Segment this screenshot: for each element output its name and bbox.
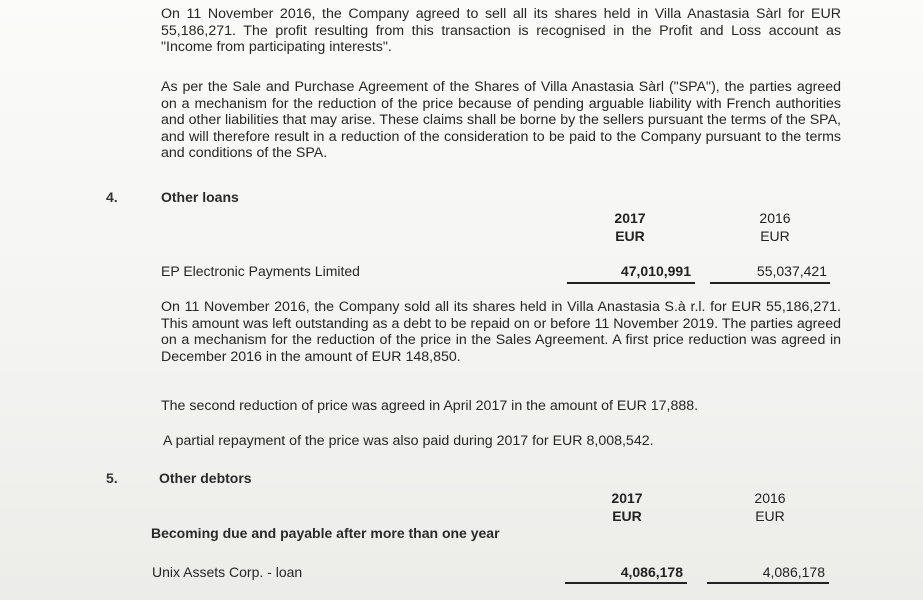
column-currency: EUR xyxy=(612,508,642,524)
section-number: 4. xyxy=(106,189,118,205)
text-line: A partial repayment of the price was also paid during 2017 for EUR 8,008,542. xyxy=(163,433,654,449)
paragraph-spa-mechanism xyxy=(161,79,841,162)
total-underline xyxy=(710,282,830,284)
paragraph-text: On 11 November 2016, the Company agreed to sell all its shares held in Villa Anastasia Sàrl for EUR 55,186,271. The profit resulting from this transaction is recognised in the Profit and Loss account as "Income from participating interests". xyxy=(161,6,841,56)
section-title: Other debtors xyxy=(159,470,252,486)
table-row-label: EP Electronic Payments Limited xyxy=(161,263,360,279)
table-row-label: Unix Assets Corp. - loan xyxy=(152,564,303,580)
column-header-2016 xyxy=(725,489,815,525)
column-year: 2017 xyxy=(614,210,646,226)
column-year: 2017 xyxy=(611,490,643,506)
paragraph-other-loans xyxy=(161,299,841,365)
column-currency: EUR xyxy=(615,228,645,244)
value-2016: 55,037,421 xyxy=(756,263,827,279)
subheading: Becoming due and payable after more than one year xyxy=(151,525,500,541)
total-underline xyxy=(707,582,829,584)
column-currency: EUR xyxy=(755,508,785,524)
paragraph-text: As per the Sale and Purchase Agreement of the Shares of Villa Anastasia Sàrl ("SPA"), the parties agreed on a mechanism for the reduction of the price because of pending arguable liability with French authorities and other liabilities that may arise. These claims shall be borne by the sellers pursuant the terms of the SPA, and will therefore result in a reduction of the consideration to be paid to the Company pursuant to the terms and conditions of the SPA. xyxy=(161,79,841,162)
value-2016: 4,086,178 xyxy=(762,564,825,580)
text-line: The second reduction of price was agreed in April 2017 in the amount of EUR 17,888. xyxy=(161,398,699,414)
column-year: 2016 xyxy=(754,490,786,506)
value-2017: 4,086,178 xyxy=(620,564,683,580)
column-year: 2016 xyxy=(759,210,791,226)
column-header-2016 xyxy=(730,209,820,245)
value-2017: 47,010,991 xyxy=(620,263,691,279)
column-header-2017 xyxy=(582,489,672,525)
section-title: Other loans xyxy=(161,189,239,205)
paragraph-sale-of-shares xyxy=(161,6,841,56)
section-number: 5. xyxy=(106,470,118,486)
total-underline xyxy=(565,582,687,584)
total-underline xyxy=(567,282,695,284)
column-header-2017 xyxy=(585,209,675,245)
column-currency: EUR xyxy=(760,228,790,244)
paragraph-text: On 11 November 2016, the Company sold all its shares held in Villa Anastasia S.à r.l. for EUR 55,186,271. This amount was left outstanding as a debt to be repaid on or before 11 November 2019. The parties agreed on a mechanism for the reduction of the price in the Sales Agreement. A first price reduction was agreed in December 2016 in the amount of EUR 148,850. xyxy=(161,299,841,365)
